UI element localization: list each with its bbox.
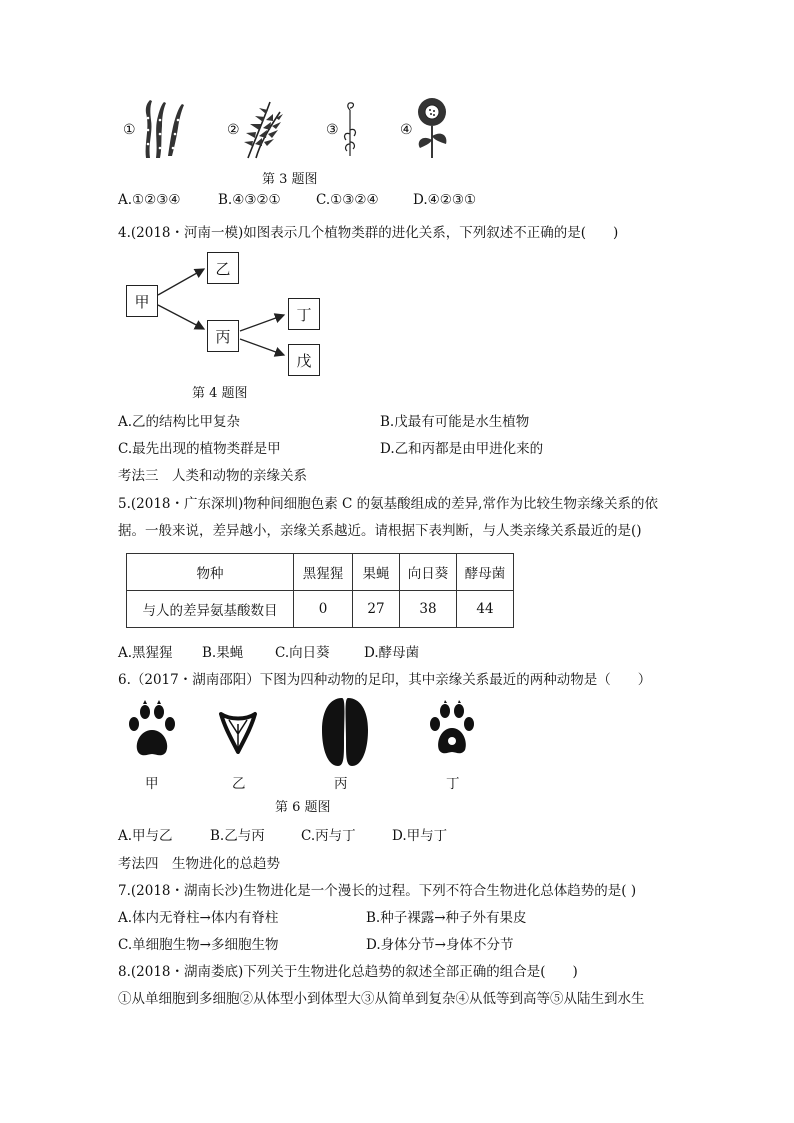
q3-option-d[interactable]: D.④②③① <box>413 192 477 208</box>
node-bing: 丙 <box>207 320 239 352</box>
q4-option-a[interactable]: A.乙的结构比甲复杂 <box>118 414 241 430</box>
moss-plant-figure <box>340 100 360 158</box>
q3-option-a[interactable]: A.①②③④ <box>118 192 181 208</box>
table-cell: 27 <box>353 591 400 628</box>
q3-option-b[interactable]: B.④③②① <box>218 192 281 208</box>
table-cell: 44 <box>457 591 514 628</box>
table-header-cell: 果蝇 <box>353 554 400 591</box>
q6-option-a[interactable]: A.甲与乙 <box>118 828 173 844</box>
node-ding: 丁 <box>288 298 320 330</box>
fern-plant-figure <box>240 98 286 160</box>
q4-option-c[interactable]: C.最先出现的植物类群是甲 <box>118 441 281 457</box>
section-heading-4: 考法四 生物进化的总趋势 <box>118 856 280 872</box>
paw-print-jia-icon <box>126 700 178 760</box>
q3-fig-label-4: ④ <box>400 122 413 138</box>
table-header-cell: 物种 <box>127 554 294 591</box>
q6-stem: 6.（2017・湖南邵阳）下图为四种动物的足印，其中亲缘关系最近的两种动物是（ ） <box>118 672 652 688</box>
table-row <box>127 591 514 628</box>
q3-figure-caption: 第 3 题图 <box>262 172 318 187</box>
node-wu: 戊 <box>288 344 320 376</box>
q5-stem-line2: 据。一般来说，差异越小，亲缘关系越近。请根据下表判断，与人类亲缘关系最近的是() <box>118 523 642 539</box>
algae-plant-figure <box>136 98 188 160</box>
amino-acid-table <box>126 553 514 628</box>
table-header-cell: 酵母菌 <box>457 554 514 591</box>
q3-fig-label-1: ① <box>123 122 136 138</box>
q6-label-jia: 甲 <box>145 776 159 792</box>
q5-option-b[interactable]: B.果蝇 <box>202 645 244 661</box>
q6-option-b[interactable]: B.乙与丙 <box>210 828 265 844</box>
q5-stem-line1: 5.(2018・广东深圳)物种间细胞色素 C 的氨基酸组成的差异,常作为比较生物亲缘关系的依 <box>118 496 658 512</box>
q4-option-b[interactable]: B.戊最有可能是水生植物 <box>380 414 530 430</box>
section-heading-3: 考法三 人类和动物的亲缘关系 <box>118 468 307 484</box>
sunflower-plant-figure <box>414 96 450 160</box>
q7-option-b[interactable]: B.种子裸露→种子外有果皮 <box>366 910 527 926</box>
table-cell: 38 <box>400 591 457 628</box>
table-cell: 0 <box>294 591 353 628</box>
q7-option-d[interactable]: D.身体分节→身体不分节 <box>366 937 514 953</box>
table-header-cell: 黑猩猩 <box>294 554 353 591</box>
q7-option-a[interactable]: A.体内无脊柱→体内有脊柱 <box>118 910 279 926</box>
q8-items: ①从单细胞到多细胞②从体型小到体型大③从简单到复杂④从低等到高等⑤从陆生到水生 <box>118 991 645 1007</box>
q6-label-ding: 丁 <box>446 776 460 792</box>
q6-label-yi: 乙 <box>232 776 246 792</box>
q5-option-d[interactable]: D.酵母菌 <box>364 645 420 661</box>
table-cell: 与人的差异氨基酸数目 <box>127 591 294 628</box>
paw-print-ding-icon <box>428 700 476 758</box>
table-header-row <box>127 554 514 591</box>
q4-option-d[interactable]: D.乙和丙都是由甲进化来的 <box>380 441 544 457</box>
q6-option-d[interactable]: D.甲与丁 <box>392 828 448 844</box>
q4-stem: 4.(2018・河南一模)如图表示几个植物类群的进化关系，下列叙述不正确的是( ) <box>118 225 619 241</box>
q5-option-a[interactable]: A.黑猩猩 <box>118 645 173 661</box>
q3-fig-label-2: ② <box>227 122 240 138</box>
q8-stem: 8.(2018・湖南娄底)下列关于生物进化总趋势的叙述全部正确的组合是( ) <box>118 964 578 980</box>
node-jia: 甲 <box>126 285 158 317</box>
q6-figure-caption: 第 6 题图 <box>275 800 331 815</box>
table-header-cell: 向日葵 <box>400 554 457 591</box>
q7-stem: 7.(2018・湖南长沙)生物进化是一个漫长的过程。下列不符合生物进化总体趋势的是( ) <box>118 883 637 899</box>
hoof-print-bing-icon <box>318 696 372 768</box>
q7-option-c[interactable]: C.单细胞生物→多细胞生物 <box>118 937 279 953</box>
q4-figure-caption: 第 4 题图 <box>192 386 248 401</box>
q5-option-c[interactable]: C.向日葵 <box>275 645 330 661</box>
q3-fig-label-3: ③ <box>326 122 339 138</box>
webbed-foot-yi-icon <box>218 710 258 754</box>
q3-option-c[interactable]: C.①③②④ <box>316 192 379 208</box>
q6-option-c[interactable]: C.丙与丁 <box>301 828 356 844</box>
node-yi: 乙 <box>207 252 239 284</box>
q6-label-bing: 丙 <box>334 776 348 792</box>
